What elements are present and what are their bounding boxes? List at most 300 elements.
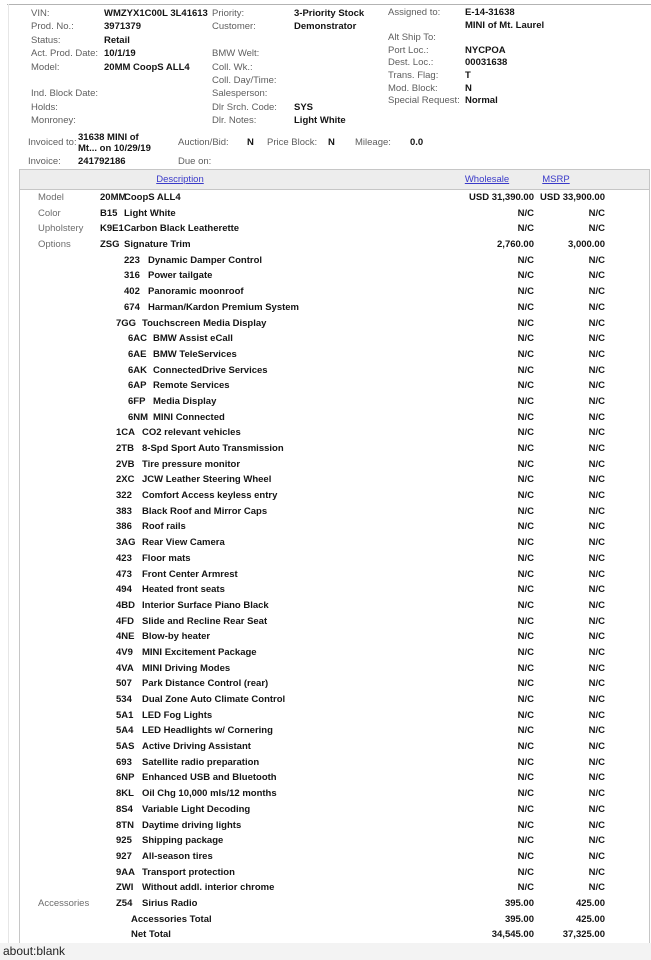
- wholesale-value: N/C: [517, 270, 534, 282]
- option-code: 8S4: [116, 803, 133, 815]
- msrp-value: USD 33,900.00: [540, 192, 605, 203]
- option-description: Touchscreen Media Display: [142, 317, 267, 329]
- wholesale-value: N/C: [517, 348, 534, 360]
- option-code: 8KL: [116, 788, 134, 800]
- option-code: 6FP: [128, 395, 146, 407]
- pricing-table-header: [20, 170, 649, 190]
- field-label: Priority:: [212, 8, 245, 19]
- wholesale-value: N/C: [517, 474, 534, 486]
- option-code: 6AK: [128, 364, 148, 376]
- wholesale-value: N/C: [517, 803, 534, 815]
- msrp-value: N/C: [588, 505, 605, 517]
- option-description: Park Distance Control (rear): [142, 678, 269, 690]
- field-value: NYCPOA: [465, 44, 506, 56]
- field-value: MINI of Mt. Laurel: [465, 19, 545, 31]
- field-value: E-14-31638: [465, 7, 515, 18]
- field-value: 20MM CoopS ALL4: [104, 61, 190, 73]
- info-row: [212, 88, 364, 101]
- option-description: Tire pressure monitor: [142, 458, 241, 470]
- msrp-value: N/C: [588, 364, 605, 376]
- option-code: 4V9: [116, 646, 133, 658]
- info-row: [31, 62, 208, 75]
- option-code: 925: [116, 835, 132, 847]
- option-description: Carbon Black Leatherette: [124, 223, 240, 235]
- info-row: [31, 8, 208, 21]
- invoiced-to-value-line2: Mt... on 10/29/19: [78, 143, 151, 154]
- field-value: T: [465, 69, 471, 81]
- msrp-value: N/C: [588, 427, 605, 439]
- wholesale-value: N/C: [517, 772, 534, 784]
- option-description: Oil Chg 10,000 mls/12 months: [142, 788, 277, 800]
- option-code: B15: [100, 207, 118, 219]
- msrp-value: N/C: [588, 223, 605, 235]
- top-border-line: [7, 4, 651, 5]
- due-on-label: Due on:: [178, 156, 212, 167]
- option-code: Z54: [116, 897, 133, 909]
- status-bar-url: about:blank: [3, 944, 66, 958]
- option-code: 494: [116, 584, 132, 596]
- auction-bid-value: N: [247, 137, 254, 148]
- wholesale-value: N/C: [517, 537, 534, 549]
- wholesale-value: N/C: [517, 882, 534, 894]
- option-description: Slide and Recline Rear Seat: [142, 615, 268, 627]
- option-code: K9E1: [100, 223, 124, 235]
- option-description: Daytime driving lights: [142, 819, 242, 831]
- msrp-value: 425.00: [575, 897, 605, 909]
- wholesale-value: N/C: [517, 395, 534, 407]
- wholesale-value: N/C: [517, 709, 534, 721]
- field-label: Dest. Loc.:: [388, 57, 434, 69]
- price-block-label: Price Block:: [267, 137, 318, 148]
- info-row: [388, 7, 544, 20]
- wholesale-value: 395.00: [504, 897, 534, 909]
- table-row: [20, 567, 649, 583]
- wholesale-value: N/C: [517, 615, 534, 627]
- wholesale-value: N/C: [517, 631, 534, 643]
- field-label: Alt Ship To:: [388, 32, 436, 44]
- field-label: Dlr Srch. Code:: [212, 101, 277, 113]
- msrp-value: 3,000.00: [568, 239, 605, 251]
- info-row: [388, 95, 544, 108]
- column-header-wholesale[interactable]: Wholesale: [464, 174, 510, 185]
- table-row: [20, 629, 649, 645]
- option-code: 927: [116, 850, 132, 862]
- info-row: [31, 102, 208, 115]
- table-row: [20, 661, 649, 677]
- table-row: [20, 488, 649, 504]
- info-row: [31, 115, 208, 128]
- info-row: [388, 32, 544, 45]
- option-code: 316: [124, 270, 140, 282]
- option-code: 4NE: [116, 631, 135, 643]
- option-code: 1CA: [116, 427, 136, 439]
- msrp-value: N/C: [588, 301, 605, 313]
- wholesale-value: N/C: [517, 411, 534, 423]
- field-label: Port Loc.:: [388, 44, 429, 56]
- table-row: [20, 457, 649, 473]
- info-row: [212, 102, 364, 115]
- info-column-middle: [212, 8, 364, 129]
- field-label: Model:: [31, 61, 60, 73]
- table-row: [20, 410, 649, 426]
- row-category: Model: [38, 192, 64, 203]
- wholesale-value: N/C: [517, 552, 534, 564]
- field-label: Dlr. Notes:: [212, 115, 257, 127]
- table-row: [20, 692, 649, 708]
- msrp-value: N/C: [588, 474, 605, 486]
- option-code: 6AC: [128, 333, 148, 345]
- msrp-value: N/C: [588, 317, 605, 329]
- info-row: [388, 45, 544, 58]
- field-value: SYS: [294, 101, 314, 113]
- option-code: 386: [116, 521, 132, 533]
- msrp-value: N/C: [588, 599, 605, 611]
- info-row: [212, 8, 364, 21]
- option-description: 8-Spd Sport Auto Transmission: [142, 443, 284, 454]
- option-code: 322: [116, 490, 132, 502]
- option-description: Dynamic Damper Control: [148, 254, 263, 266]
- msrp-value: N/C: [588, 788, 605, 800]
- option-code: 2TB: [116, 443, 134, 454]
- info-row: [31, 48, 208, 61]
- msrp-value: 37,325.00: [562, 929, 605, 941]
- option-description: Enhanced USB and Bluetooth: [142, 772, 277, 784]
- column-header-msrp[interactable]: MSRP: [542, 174, 570, 185]
- table-row: [20, 880, 649, 896]
- invoice-summary-bar: [0, 128, 651, 169]
- wholesale-value: N/C: [517, 505, 534, 517]
- wholesale-value: N/C: [517, 521, 534, 533]
- msrp-value: N/C: [588, 819, 605, 831]
- option-description: Panoramic moonroof: [148, 286, 244, 298]
- msrp-value: N/C: [588, 662, 605, 674]
- option-description: Blow-by heater: [142, 631, 211, 643]
- table-row: [20, 519, 649, 535]
- msrp-value: N/C: [588, 615, 605, 627]
- table-row: [20, 394, 649, 410]
- invoice-number-value: 241792186: [78, 156, 126, 167]
- field-label: Trans. Flag:: [388, 69, 439, 81]
- info-row: [388, 57, 544, 70]
- option-description: CoopS ALL4: [124, 192, 181, 203]
- option-description: LED Fog Lights: [142, 709, 213, 721]
- msrp-value: N/C: [588, 568, 605, 580]
- table-row: [20, 927, 649, 943]
- option-description: Variable Light Decoding: [142, 803, 251, 815]
- info-row: [212, 115, 364, 128]
- table-row: [20, 551, 649, 567]
- wholesale-value: N/C: [517, 317, 534, 329]
- option-description: Accessories Total: [131, 913, 212, 925]
- msrp-value: N/C: [588, 882, 605, 894]
- wholesale-value: N/C: [517, 568, 534, 580]
- option-description: Interior Surface Piano Black: [142, 599, 269, 611]
- table-row: [20, 425, 649, 441]
- msrp-value: N/C: [588, 552, 605, 564]
- row-category: Accessories: [38, 897, 90, 909]
- column-header-description[interactable]: Description: [156, 174, 204, 185]
- option-description: Light White: [124, 207, 176, 219]
- wholesale-value: N/C: [517, 866, 534, 878]
- option-code: 5A4: [116, 725, 134, 737]
- msrp-value: N/C: [588, 725, 605, 737]
- option-description: JCW Leather Steering Wheel: [142, 474, 272, 486]
- field-value: 10/1/19: [104, 48, 136, 60]
- wholesale-value: N/C: [517, 725, 534, 737]
- option-code: 20MM: [100, 192, 127, 203]
- option-description: Power tailgate: [148, 270, 213, 282]
- table-row: [20, 676, 649, 692]
- table-row: [20, 504, 649, 520]
- field-label: Prod. No.:: [31, 21, 74, 33]
- wholesale-value: N/C: [517, 223, 534, 235]
- table-row: [20, 723, 649, 739]
- msrp-value: N/C: [588, 835, 605, 847]
- field-label: BMW Welt:: [212, 48, 260, 60]
- wholesale-value: N/C: [517, 364, 534, 376]
- option-description: BMW Assist eCall: [153, 333, 233, 345]
- option-description: Dual Zone Auto Climate Control: [142, 694, 286, 705]
- wholesale-value: N/C: [517, 380, 534, 392]
- option-description: CO2 relevant vehicles: [142, 427, 241, 439]
- wholesale-value: N/C: [517, 427, 534, 439]
- table-row: [20, 802, 649, 818]
- wholesale-value: N/C: [517, 301, 534, 313]
- field-label: Status:: [31, 34, 61, 46]
- wholesale-value: N/C: [517, 207, 534, 219]
- option-code: 3AG: [116, 537, 136, 549]
- option-code: 2VB: [116, 458, 135, 470]
- msrp-value: N/C: [588, 380, 605, 392]
- msrp-value: N/C: [588, 866, 605, 878]
- msrp-value: N/C: [588, 443, 605, 454]
- table-row: [20, 598, 649, 614]
- msrp-value: N/C: [588, 709, 605, 721]
- info-row: [212, 48, 364, 61]
- row-category: Upholstery: [38, 223, 84, 235]
- field-label: Assigned to:: [388, 7, 441, 18]
- table-row: [20, 582, 649, 598]
- wholesale-value: 2,760.00: [497, 239, 534, 251]
- field-label: Ind. Block Date:: [31, 88, 99, 100]
- option-code: 6NP: [116, 772, 135, 784]
- table-row: [20, 237, 649, 253]
- field-label: Coll. Wk.:: [212, 61, 253, 73]
- invoiced-to-value-line1: 31638 MINI of: [78, 132, 139, 143]
- row-category: Color: [38, 207, 61, 219]
- option-description: MINI Connected: [153, 411, 225, 423]
- msrp-value: N/C: [588, 756, 605, 768]
- msrp-value: N/C: [588, 850, 605, 862]
- info-row: [212, 21, 364, 34]
- option-description: Black Roof and Mirror Caps: [142, 505, 268, 517]
- msrp-value: 425.00: [575, 913, 605, 925]
- wholesale-value: N/C: [517, 850, 534, 862]
- option-description: MINI Driving Modes: [142, 662, 231, 674]
- info-row: [212, 75, 364, 88]
- option-code: 473: [116, 568, 132, 580]
- option-code: 6AP: [128, 380, 147, 392]
- info-column-left: [31, 8, 208, 129]
- wholesale-value: USD 31,390.00: [469, 192, 534, 203]
- table-row: [20, 833, 649, 849]
- option-code: 423: [116, 552, 132, 564]
- option-code: ZSG: [100, 239, 120, 251]
- table-row: [20, 818, 649, 834]
- field-value: Normal: [465, 95, 498, 107]
- option-code: 5AS: [116, 741, 135, 753]
- wholesale-value: N/C: [517, 254, 534, 266]
- msrp-value: N/C: [588, 584, 605, 596]
- auction-bid-label: Auction/Bid:: [178, 137, 229, 148]
- info-row: [212, 35, 364, 48]
- option-description: Harman/Kardon Premium System: [148, 301, 299, 313]
- table-row: [20, 300, 649, 316]
- table-row: [20, 316, 649, 332]
- option-description: Signature Trim: [124, 239, 191, 251]
- option-description: Heated front seats: [142, 584, 225, 596]
- option-description: Comfort Access keyless entry: [142, 490, 278, 502]
- table-row: [20, 535, 649, 551]
- wholesale-value: N/C: [517, 490, 534, 502]
- row-category: Options: [38, 239, 71, 251]
- msrp-value: N/C: [588, 631, 605, 643]
- field-label: Salesperson:: [212, 88, 268, 100]
- table-row: [20, 284, 649, 300]
- field-value: 3-Priority Stock: [294, 8, 365, 19]
- field-label: VIN:: [31, 8, 50, 19]
- msrp-value: N/C: [588, 803, 605, 815]
- wholesale-value: N/C: [517, 443, 534, 454]
- option-code: 534: [116, 694, 132, 705]
- table-row: [20, 614, 649, 630]
- table-row: [20, 865, 649, 881]
- table-row: [20, 755, 649, 771]
- msrp-value: N/C: [588, 678, 605, 690]
- option-description: Sirius Radio: [142, 897, 198, 909]
- msrp-value: N/C: [588, 395, 605, 407]
- option-description: Front Center Armrest: [142, 568, 238, 580]
- msrp-value: N/C: [588, 490, 605, 502]
- table-row: [20, 221, 649, 237]
- msrp-value: N/C: [588, 286, 605, 298]
- info-row: [31, 88, 208, 101]
- wholesale-value: N/C: [517, 599, 534, 611]
- option-code: 6NM: [128, 411, 149, 423]
- info-row: [388, 20, 544, 33]
- option-description: Media Display: [153, 395, 217, 407]
- table-row: [20, 849, 649, 865]
- field-value: WMZYX1C00L 3L41613: [104, 8, 208, 19]
- wholesale-value: N/C: [517, 678, 534, 690]
- field-value: 00031638: [465, 57, 508, 69]
- mileage-label: Mileage:: [355, 137, 391, 148]
- field-label: Customer:: [212, 21, 256, 33]
- msrp-value: N/C: [588, 772, 605, 784]
- msrp-value: N/C: [588, 207, 605, 219]
- option-description: MINI Excitement Package: [142, 646, 257, 658]
- msrp-value: N/C: [588, 348, 605, 360]
- option-code: 507: [116, 678, 132, 690]
- field-label: Monroney:: [31, 115, 76, 127]
- msrp-value: N/C: [588, 741, 605, 753]
- option-description: Remote Services: [153, 380, 230, 392]
- option-code: 8TN: [116, 819, 134, 831]
- option-code: 674: [124, 301, 140, 313]
- field-value: 3971379: [104, 21, 141, 33]
- option-description: BMW TeleServices: [153, 348, 237, 360]
- option-description: All-season tires: [142, 850, 213, 862]
- option-description: Floor mats: [142, 552, 191, 564]
- option-code: 383: [116, 505, 132, 517]
- option-description: Without addl. interior chrome: [142, 882, 275, 894]
- wholesale-value: N/C: [517, 741, 534, 753]
- browser-status-bar: [0, 943, 651, 960]
- table-row: [20, 347, 649, 363]
- option-description: Active Driving Assistant: [142, 741, 251, 753]
- option-code: 5A1: [116, 709, 134, 721]
- field-label: Special Request:: [388, 95, 460, 107]
- table-row: [20, 770, 649, 786]
- wholesale-value: N/C: [517, 835, 534, 847]
- info-row: [212, 62, 364, 75]
- field-value: N: [465, 82, 472, 94]
- invoiced-to-label: Invoiced to:: [28, 137, 77, 148]
- wholesale-value: N/C: [517, 694, 534, 705]
- option-description: Rear View Camera: [142, 537, 225, 549]
- wholesale-value: N/C: [517, 662, 534, 674]
- option-code: ZWI: [116, 882, 134, 894]
- table-row: [20, 268, 649, 284]
- msrp-value: N/C: [588, 333, 605, 345]
- option-code: 2XC: [116, 474, 135, 486]
- msrp-value: N/C: [588, 537, 605, 549]
- field-label: Mod. Block:: [388, 82, 438, 94]
- option-description: ConnectedDrive Services: [153, 364, 268, 376]
- invoice-number-label: Invoice:: [28, 156, 61, 167]
- pricing-table-body: [20, 190, 649, 943]
- option-description: Net Total: [131, 929, 171, 941]
- table-row: [20, 739, 649, 755]
- table-row: [20, 708, 649, 724]
- field-value: Retail: [104, 34, 130, 46]
- option-code: 4FD: [116, 615, 134, 627]
- table-row: [20, 190, 649, 206]
- msrp-value: N/C: [588, 694, 605, 705]
- msrp-value: N/C: [588, 254, 605, 266]
- field-value: Light White: [294, 115, 346, 127]
- option-description: LED Headlights w/ Cornering: [142, 725, 273, 737]
- mileage-value: 0.0: [410, 137, 424, 148]
- table-row: [20, 896, 649, 912]
- wholesale-value: N/C: [517, 333, 534, 345]
- pricing-table: [19, 169, 650, 944]
- wholesale-value: N/C: [517, 458, 534, 470]
- table-row: [20, 786, 649, 802]
- field-value: Demonstrator: [294, 21, 357, 33]
- info-column-right: [388, 7, 544, 108]
- table-row: [20, 378, 649, 394]
- option-code: 4VA: [116, 662, 134, 674]
- info-row: [31, 75, 208, 88]
- msrp-value: N/C: [588, 646, 605, 658]
- wholesale-value: 34,545.00: [491, 929, 534, 941]
- wholesale-value: N/C: [517, 286, 534, 298]
- wholesale-value: N/C: [517, 788, 534, 800]
- msrp-value: N/C: [588, 521, 605, 533]
- msrp-value: N/C: [588, 411, 605, 423]
- field-label: Coll. Day/Time:: [212, 74, 277, 86]
